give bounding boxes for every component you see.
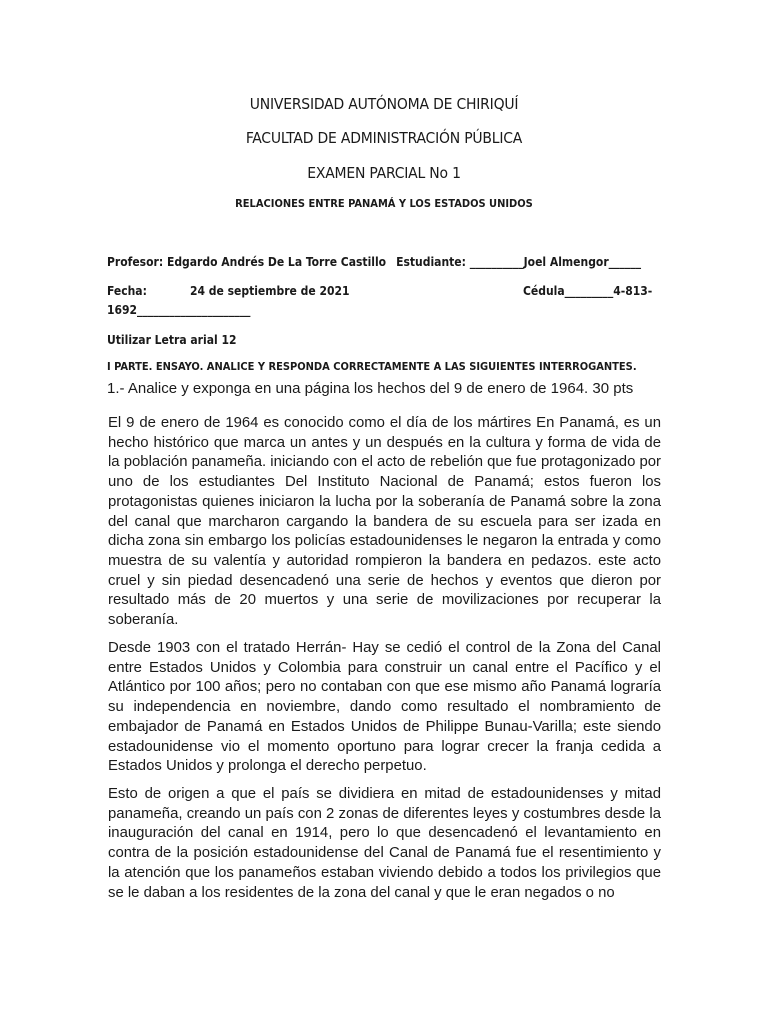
student-label: Estudiante: (396, 255, 466, 269)
subject-title: RELACIONES ENTRE PANAMÁ Y LOS ESTADOS UNIDOS (235, 197, 533, 210)
font-instruction: Utilizar Letra arial 12 (107, 333, 237, 347)
professor-name: Edgardo Andrés De La Torre Castillo (166, 255, 387, 269)
section-title: I PARTE. ENSAYO. ANALICE Y RESPONDA CORRECTAMENTE A LAS SIGUIENTES INTERROGANTES. (107, 360, 637, 373)
cedula-line (523, 284, 652, 298)
answer-paragraph-2: Desde 1903 con el tratado Herrán- Hay se cedió el control de la Zona del Canal entre Estados Unidos y Colombia para construir un canal entre el Pacífico y el Atlántico por 100 años; pero no contaban con que ese mismo año Panamá lograría su independencia en noviembre, dando como resultado el nombramiento de embajador de Panamá en Estados Unidos de Philippe Bunau-Varilla; este siendo estadounidense vio el momento oportuno para lograr crecer la franja cedida a Estados Unidos y prolonga el derecho perpetuo. (108, 640, 661, 775)
cedula-label: Cédula (523, 284, 565, 298)
cedula-value-continued: 1692_____________________ (107, 303, 251, 317)
question-1: 1.- Analice y exponga en una página los hechos del 9 de enero de 1964. 30 pts (107, 380, 634, 397)
exam-title: EXAMEN PARCIAL No 1 (307, 164, 461, 182)
cedula-value: _________4-813- (564, 284, 653, 298)
student-value: __________Joel Almengor______ (469, 255, 642, 269)
university-title: UNIVERSIDAD AUTÓNOMA DE CHIRIQUÍ (249, 95, 519, 113)
professor-label: Profesor: (107, 255, 164, 269)
date-value: 24 de septiembre de 2021 (190, 284, 350, 298)
answer-paragraph-1: El 9 de enero de 1964 es conocido como el día de los mártires En Panamá, es un hecho histórico que marca un antes y un después en la cultura y forma de vida de la población panameña. iniciando con el acto de rebelión que fue protagonizado por uno de los estudiantes Del Instituto Nacional de Panamá; estos fueron los protagonistas quienes iniciaron la lucha por la soberanía de Panamá sobre la zona del canal que marcharon cargando la bandera de su escuela para ser izada en dicha zona sin embargo los policías estadounidenses le negaron la entrada y como muestra de su valentía y autoridad rompieron la bandera en pedazos. este acto cruel y sin piedad desencadenó una serie de hechos y eventos que dieron por resultado más de 20 muertos y una serie de movilizaciones por recuperar la soberanía. (108, 415, 662, 629)
date-label: Fecha: (107, 284, 147, 298)
faculty-title: FACULTAD DE ADMINISTRACIÓN PÚBLICA (245, 129, 523, 147)
answer-paragraph-3: Esto de origen a que el país se dividiera en mitad de estadounidenses y mitad panameña, creando un país con 2 zonas de diferentes leyes y costumbres desde la inauguración del canal en 1914, pero lo que desencadenó el levantamiento en contra de la posición estadounidense del Canal de Panamá fue el resentimiento y la atención que los panameños estaban viviendo debido a todos los privilegios que se le daban a los residentes de la zona del canal y que le eran negados o no (108, 786, 661, 901)
professor-student-line (107, 255, 641, 269)
